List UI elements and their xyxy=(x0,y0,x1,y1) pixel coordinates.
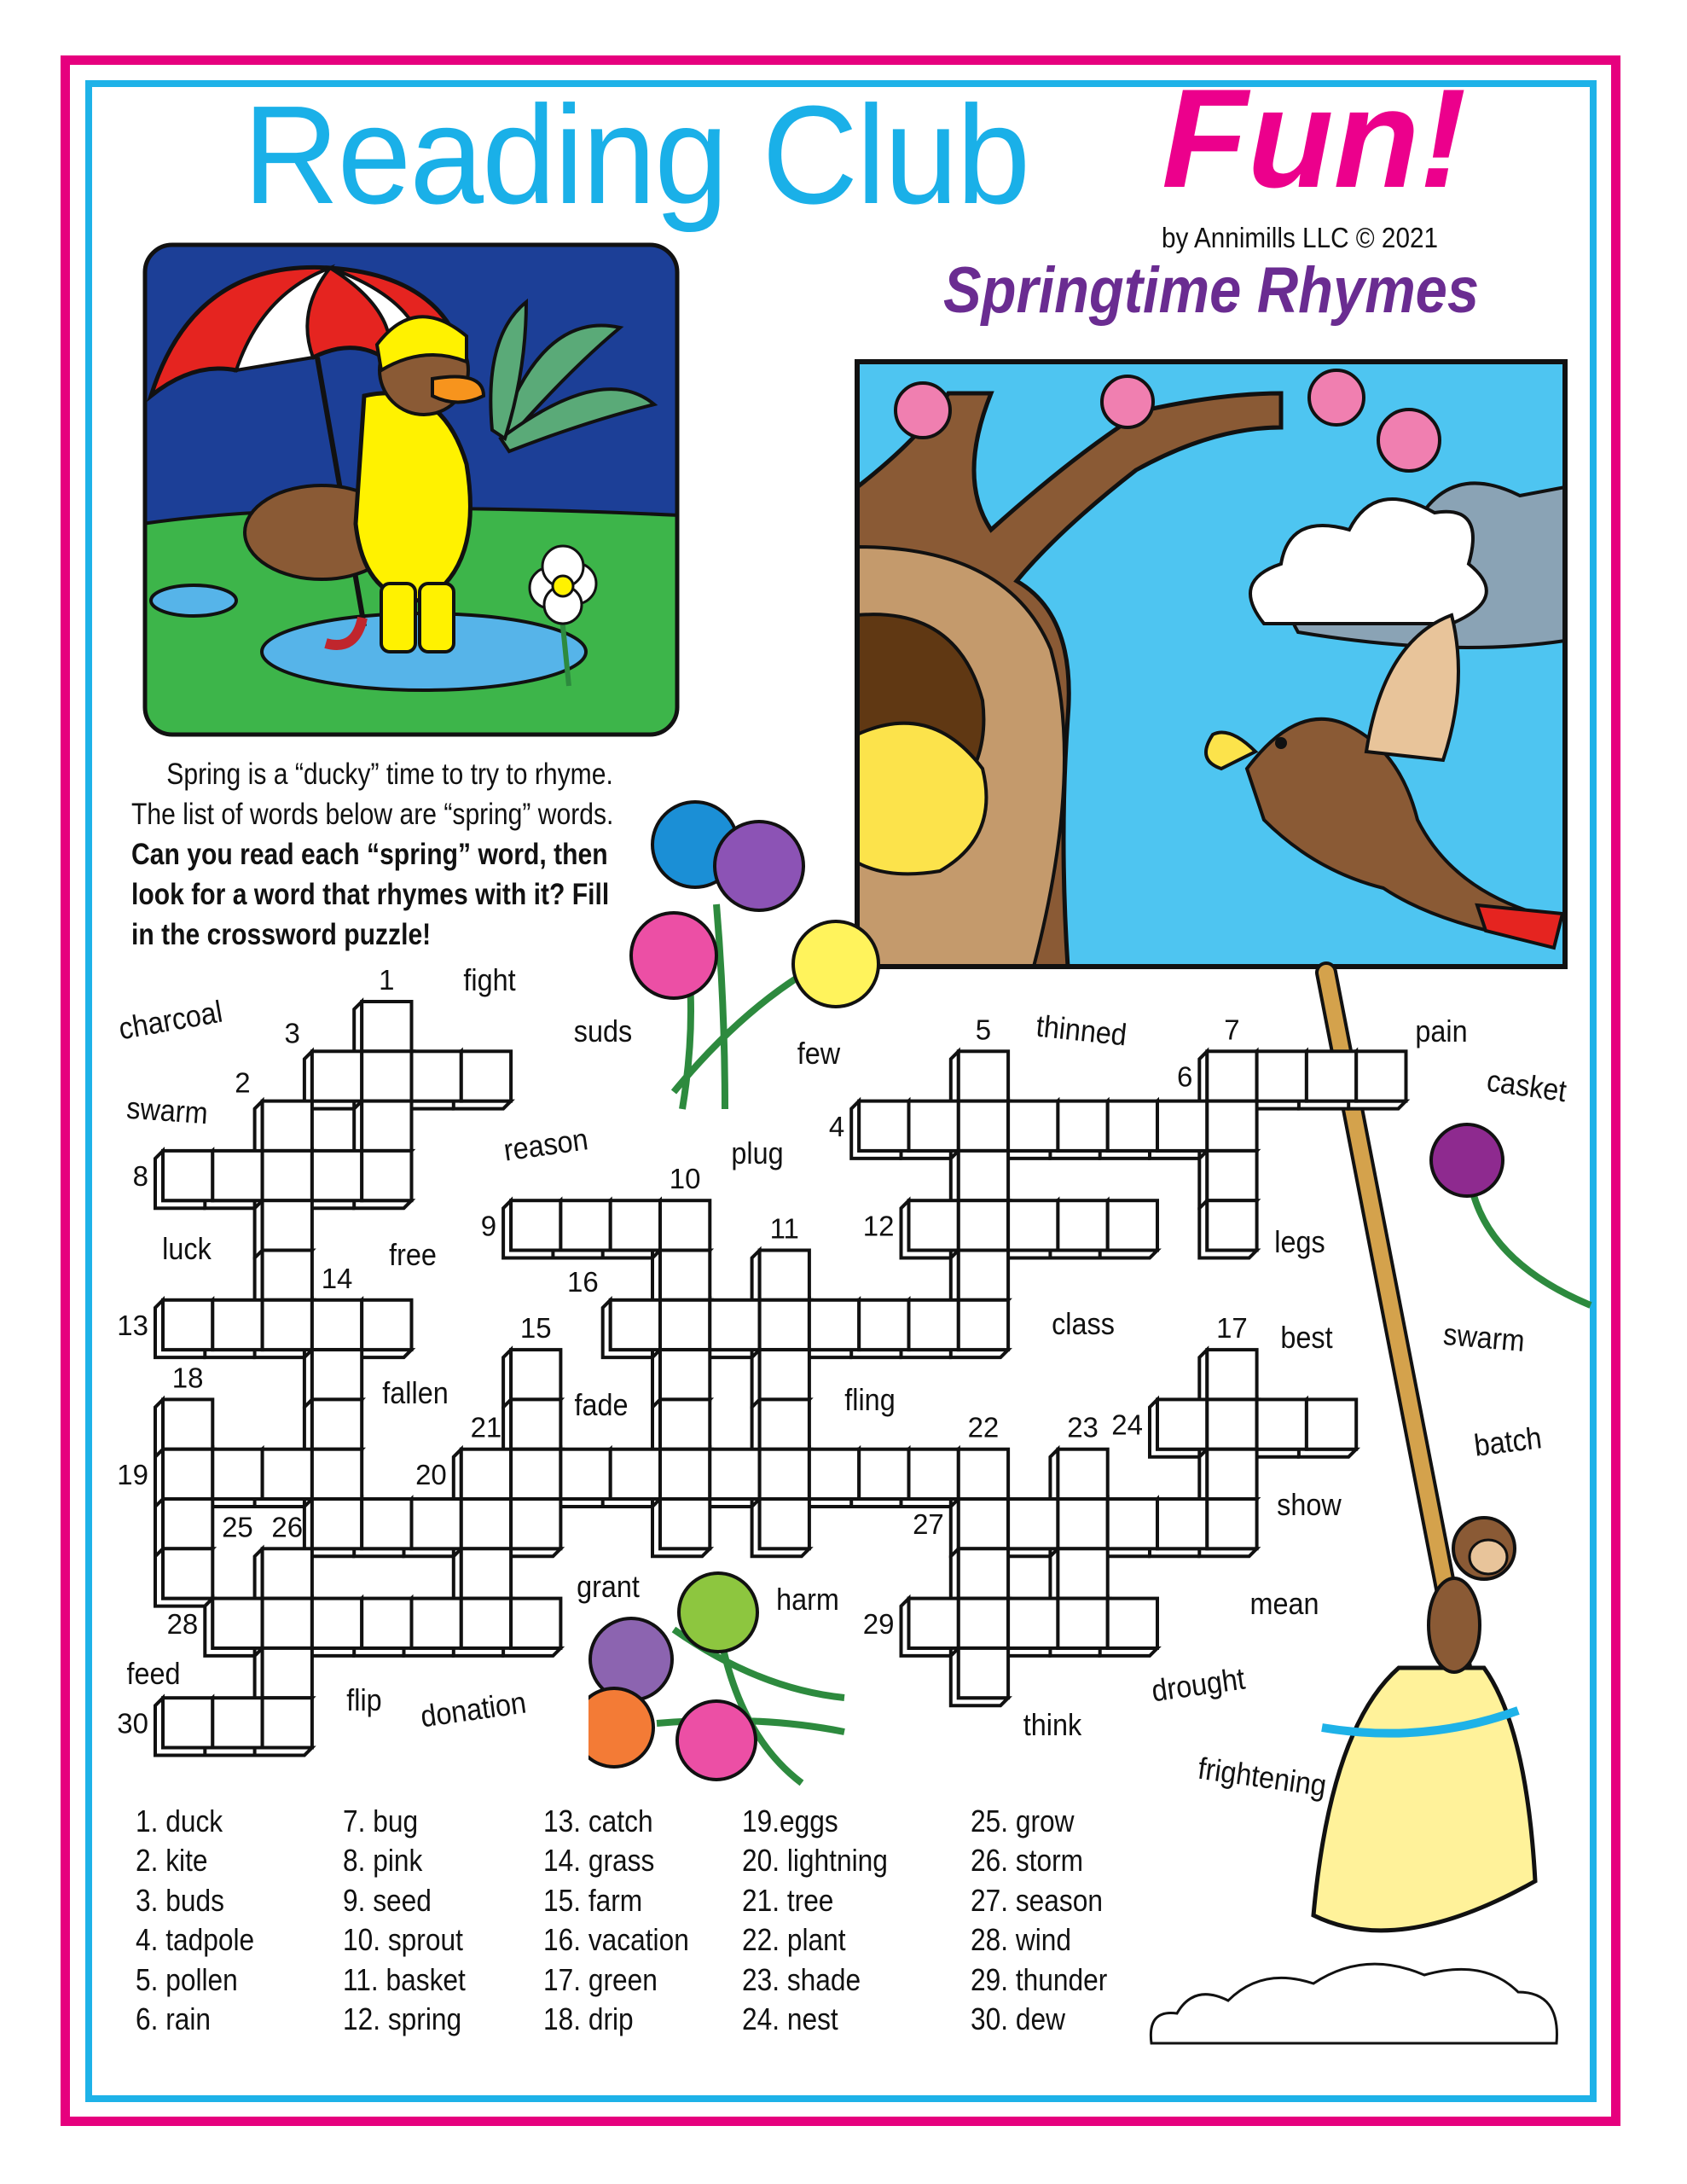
rhyme-word: reason xyxy=(501,1121,590,1168)
spring-word: 15. farm xyxy=(543,1882,643,1918)
crossword-cell[interactable] xyxy=(461,1051,511,1101)
clue-number: 23 xyxy=(1067,1411,1099,1443)
clue-number: 27 xyxy=(913,1508,944,1541)
crossword-cell[interactable] xyxy=(1257,1399,1307,1449)
word-list-column xyxy=(343,1802,466,2039)
spring-word: 2. kite xyxy=(136,1843,208,1879)
crossword-cell[interactable] xyxy=(959,1200,1008,1250)
spring-word: 18. drip xyxy=(543,2001,634,2037)
instructions-line: Spring is a “ducky” time to try to rhyme. xyxy=(166,758,613,791)
crossword-cell[interactable] xyxy=(611,1449,660,1499)
crossword-cell[interactable] xyxy=(959,1300,1008,1350)
crossword-cell[interactable] xyxy=(760,1350,809,1399)
crossword-cell[interactable] xyxy=(163,1449,212,1499)
instructions-line: in the crossword puzzle! xyxy=(131,918,432,951)
clue-number: 30 xyxy=(117,1707,148,1740)
crossword-cell[interactable] xyxy=(1207,1350,1256,1399)
crossword-cell[interactable] xyxy=(1058,1449,1107,1499)
spring-word: 5. pollen xyxy=(136,1961,238,1997)
crossword-cell[interactable] xyxy=(312,1599,362,1648)
crossword-cell[interactable] xyxy=(163,1499,212,1548)
crossword-cell[interactable] xyxy=(263,1101,312,1151)
crossword-cell[interactable] xyxy=(760,1300,809,1350)
clue-number: 6 xyxy=(1176,1060,1193,1093)
title-accent: Fun! xyxy=(1162,60,1467,217)
word-list-column xyxy=(971,1802,1107,2039)
crossword-cell[interactable] xyxy=(809,1449,859,1499)
clue-number: 2 xyxy=(235,1066,251,1099)
word-list-column xyxy=(742,1802,888,2039)
crossword-cell[interactable] xyxy=(611,1300,660,1350)
rhyme-word: batch xyxy=(1472,1420,1544,1463)
crossword-cell[interactable] xyxy=(212,1151,262,1200)
crossword-cell[interactable] xyxy=(263,1151,312,1200)
rhyme-word: fade xyxy=(574,1387,629,1422)
rhyme-word: swarm xyxy=(1441,1316,1527,1359)
clue-number: 26 xyxy=(271,1511,304,1543)
spring-word: 20. lightning xyxy=(742,1843,888,1879)
crossword-cell[interactable] xyxy=(212,1599,262,1648)
crossword-cell[interactable] xyxy=(710,1300,759,1350)
crossword-cell[interactable] xyxy=(1058,1599,1107,1648)
crossword-cell[interactable] xyxy=(1008,1499,1058,1548)
crossword-cell[interactable] xyxy=(263,1648,312,1698)
crossword-cell[interactable] xyxy=(959,1599,1008,1648)
crossword-cell[interactable] xyxy=(560,1449,610,1499)
clue-number: 9 xyxy=(480,1210,497,1242)
crossword-cell[interactable] xyxy=(760,1449,809,1499)
crossword-cell[interactable] xyxy=(312,1499,362,1548)
crossword-cell[interactable] xyxy=(959,1051,1008,1101)
clue-number: 8 xyxy=(132,1160,148,1193)
crossword-cell[interactable] xyxy=(710,1449,759,1499)
rhyme-word: donation xyxy=(418,1684,529,1734)
crossword-cell[interactable] xyxy=(263,1698,312,1747)
crossword-cell[interactable] xyxy=(760,1399,809,1449)
spring-word: 23. shade xyxy=(742,1961,861,1997)
spring-word: 6. rain xyxy=(136,2001,212,2037)
spring-word: 14. grass xyxy=(543,1843,655,1879)
crossword-cell[interactable] xyxy=(660,1449,710,1499)
crossword-cell[interactable] xyxy=(1157,1399,1207,1449)
crossword-cell[interactable] xyxy=(461,1599,511,1648)
crossword-cell[interactable] xyxy=(362,1499,411,1548)
crossword-cell[interactable] xyxy=(660,1300,710,1350)
crossword-cell[interactable] xyxy=(163,1698,212,1747)
crossword-cell[interactable] xyxy=(959,1499,1008,1548)
clue-number: 17 xyxy=(1216,1312,1248,1345)
spring-word: 4. tadpole xyxy=(136,1922,255,1958)
crossword-cell[interactable] xyxy=(1207,1399,1256,1449)
crossword-cell[interactable] xyxy=(263,1548,312,1598)
clue-number: 24 xyxy=(1111,1409,1143,1441)
spring-word: 19.eggs xyxy=(742,1804,838,1838)
crossword-cell[interactable] xyxy=(263,1300,312,1350)
rhyme-word: mean xyxy=(1249,1586,1319,1621)
crossword-cell[interactable] xyxy=(760,1251,809,1300)
rhyme-word: thinned xyxy=(1035,1008,1129,1053)
crossword-cell[interactable] xyxy=(1108,1101,1157,1151)
rhyme-word: fling xyxy=(844,1382,896,1417)
spring-word: 13. catch xyxy=(543,1804,653,1838)
crossword-cell[interactable] xyxy=(1307,1399,1356,1449)
rhyme-word: fight xyxy=(463,962,516,997)
subtitle: Springtime Rhymes xyxy=(943,254,1480,327)
spring-word: 24. nest xyxy=(742,2001,838,2037)
spring-word: 7. bug xyxy=(343,1804,419,1838)
rhyme-word: grant xyxy=(577,1569,640,1604)
spring-word: 25. grow xyxy=(971,1804,1075,1838)
crossword-cell[interactable] xyxy=(1058,1200,1107,1250)
instructions-line: look for a word that rhymes with it? Fill xyxy=(131,878,610,911)
crossword-cell[interactable] xyxy=(1207,1051,1256,1101)
crossword-cell[interactable] xyxy=(909,1200,959,1250)
crossword-cell[interactable] xyxy=(461,1499,511,1548)
crossword-cell[interactable] xyxy=(1356,1051,1406,1101)
instructions-line: Can you read each “spring” word, then xyxy=(131,838,608,871)
clue-number: 3 xyxy=(284,1017,300,1049)
clue-number: 25 xyxy=(222,1511,253,1543)
spring-word: 27. season xyxy=(971,1882,1104,1918)
crossword-cell[interactable] xyxy=(1207,1151,1256,1200)
rhyme-word: few xyxy=(797,1036,841,1071)
crossword-cell[interactable] xyxy=(412,1051,461,1101)
crossword-cell[interactable] xyxy=(560,1200,610,1250)
crossword-cell[interactable] xyxy=(1008,1101,1058,1151)
crossword-cell[interactable] xyxy=(312,1151,362,1200)
crossword-cell[interactable] xyxy=(1307,1051,1356,1101)
crossword-cell[interactable] xyxy=(412,1499,461,1548)
crossword-cell[interactable] xyxy=(1257,1051,1307,1101)
clue-number: 19 xyxy=(117,1458,148,1490)
crossword-cell[interactable] xyxy=(163,1548,212,1598)
spring-word: 30. dew xyxy=(971,2001,1065,2037)
rhyme-word: think xyxy=(1023,1707,1082,1742)
title: Reading Club xyxy=(243,77,1029,233)
crossword-cell[interactable] xyxy=(312,1350,362,1399)
crossword-cell[interactable] xyxy=(412,1599,461,1648)
crossword-cell[interactable] xyxy=(511,1449,560,1499)
crossword-cell[interactable] xyxy=(1058,1499,1107,1548)
crossword-cell[interactable] xyxy=(1058,1548,1107,1598)
crossword-cell[interactable] xyxy=(362,1300,411,1350)
spring-word: 22. plant xyxy=(742,1922,846,1958)
crossword-cell[interactable] xyxy=(362,1151,411,1200)
crossword-cell[interactable] xyxy=(859,1101,908,1151)
spring-word: 16. vacation xyxy=(543,1922,689,1958)
spring-word: 17. green xyxy=(543,1961,658,1997)
crossword-cell[interactable] xyxy=(660,1200,710,1250)
spring-word: 1. duck xyxy=(136,1804,223,1838)
crossword-cell[interactable] xyxy=(511,1399,560,1449)
clue-number: 21 xyxy=(470,1411,502,1443)
crossword-cell[interactable] xyxy=(909,1300,959,1350)
crossword-cell[interactable] xyxy=(163,1399,212,1449)
crossword-cell[interactable] xyxy=(809,1300,859,1350)
crossword-cell[interactable] xyxy=(859,1449,908,1499)
crossword-cell[interactable] xyxy=(859,1300,908,1350)
spring-word: 10. sprout xyxy=(343,1922,463,1958)
crossword-cell[interactable] xyxy=(461,1548,511,1598)
crossword-cell[interactable] xyxy=(511,1599,560,1648)
crossword-cell[interactable] xyxy=(263,1251,312,1300)
crossword-cell[interactable] xyxy=(660,1251,710,1300)
crossword-cell[interactable] xyxy=(959,1101,1008,1151)
crossword-cell[interactable] xyxy=(362,1101,411,1151)
crossword-cell[interactable] xyxy=(263,1449,312,1499)
crossword-cell[interactable] xyxy=(660,1350,710,1399)
clue-number: 29 xyxy=(862,1607,895,1640)
crossword-cell[interactable] xyxy=(1207,1200,1256,1250)
crossword-cell[interactable] xyxy=(909,1449,959,1499)
crossword-cell[interactable] xyxy=(212,1698,262,1747)
clue-number: 20 xyxy=(415,1458,447,1490)
rhyme-word: show xyxy=(1277,1487,1342,1522)
crossword-cell[interactable] xyxy=(760,1499,809,1548)
crossword-cell[interactable] xyxy=(1108,1200,1157,1250)
rhyme-word: legs xyxy=(1274,1224,1325,1259)
crossword-cell[interactable] xyxy=(362,1051,411,1101)
crossword-cell[interactable] xyxy=(362,1002,411,1051)
crossword-cell[interactable] xyxy=(959,1548,1008,1598)
word-list-column xyxy=(136,1802,254,2039)
crossword-cell[interactable] xyxy=(1108,1599,1157,1648)
crossword-cell[interactable] xyxy=(312,1399,362,1449)
clue-number: 15 xyxy=(519,1312,552,1345)
spring-word: 11. basket xyxy=(343,1961,466,1997)
rhyme-word: harm xyxy=(776,1582,839,1617)
clue-number: 10 xyxy=(669,1163,701,1195)
crossword-cell[interactable] xyxy=(660,1399,710,1449)
instructions-line: The list of words below are “spring” words. xyxy=(131,798,614,831)
clue-number: 5 xyxy=(975,1014,992,1046)
crossword-cell[interactable] xyxy=(611,1200,660,1250)
crossword-cell[interactable] xyxy=(1207,1499,1256,1548)
crossword-cell[interactable] xyxy=(1207,1449,1256,1499)
rhyme-word: free xyxy=(389,1237,437,1272)
clue-number: 13 xyxy=(117,1309,148,1341)
crossword-cell[interactable] xyxy=(163,1151,212,1200)
crossword-cell[interactable] xyxy=(362,1599,411,1648)
rhyme-word: pain xyxy=(1415,1014,1468,1048)
rhyme-word: feed xyxy=(126,1656,181,1691)
clue-number: 22 xyxy=(967,1411,1000,1443)
crossword-cell[interactable] xyxy=(212,1300,262,1350)
spring-word: 9. seed xyxy=(343,1882,432,1918)
rhyme-word: class xyxy=(1052,1306,1115,1341)
rhyme-word: frightening xyxy=(1196,1750,1329,1804)
crossword-cell[interactable] xyxy=(263,1200,312,1250)
word-list-column xyxy=(543,1802,689,2039)
clue-number: 1 xyxy=(379,964,395,996)
spring-word: 28. wind xyxy=(971,1922,1072,1958)
crossword-cell[interactable] xyxy=(1157,1101,1207,1151)
crossword-cell[interactable] xyxy=(1108,1499,1157,1548)
rhyme-word: fallen xyxy=(382,1375,449,1410)
crossword-cell[interactable] xyxy=(312,1051,362,1101)
clue-number: 12 xyxy=(862,1210,895,1242)
rhyme-word: swarm xyxy=(125,1089,210,1131)
crossword-cell[interactable] xyxy=(511,1499,560,1548)
crossword-cell[interactable] xyxy=(959,1151,1008,1200)
crossword-cell[interactable] xyxy=(1008,1200,1058,1250)
crossword-cell[interactable] xyxy=(959,1251,1008,1300)
crossword-cell[interactable] xyxy=(312,1300,362,1350)
crossword-cell[interactable] xyxy=(263,1599,312,1648)
crossword-cell[interactable] xyxy=(312,1449,362,1499)
crossword-cell[interactable] xyxy=(511,1200,560,1250)
rhyme-word: casket xyxy=(1484,1062,1569,1109)
crossword-cell[interactable] xyxy=(660,1499,710,1548)
crossword-cell[interactable] xyxy=(163,1300,212,1350)
clue-number: 14 xyxy=(321,1262,353,1294)
crossword-cell[interactable] xyxy=(1008,1599,1058,1648)
clue-number: 28 xyxy=(166,1607,199,1640)
spring-word: 26. storm xyxy=(971,1843,1084,1879)
crossword-cell[interactable] xyxy=(909,1599,959,1648)
rhyme-word: plug xyxy=(731,1136,784,1170)
crossword-cell[interactable] xyxy=(959,1648,1008,1698)
spring-word: 3. buds xyxy=(136,1882,224,1918)
rhyme-word: flip xyxy=(346,1682,382,1717)
crossword-cell[interactable] xyxy=(212,1449,262,1499)
rhyme-word: drought xyxy=(1149,1660,1248,1709)
crossword-cell[interactable] xyxy=(461,1449,511,1499)
rhyme-word: charcoal xyxy=(116,993,225,1047)
rhyme-word: luck xyxy=(162,1231,212,1266)
crossword-cell[interactable] xyxy=(909,1101,959,1151)
spring-word: 29. thunder xyxy=(971,1961,1108,1997)
spring-word: 8. pink xyxy=(343,1843,423,1879)
clue-number: 11 xyxy=(769,1212,799,1245)
rhyme-word: best xyxy=(1280,1320,1333,1355)
crossword-cell[interactable] xyxy=(511,1350,560,1399)
clue-number: 7 xyxy=(1224,1014,1240,1046)
byline: by Annimills LLC © 2021 xyxy=(1162,222,1439,253)
crossword-cell[interactable] xyxy=(1157,1499,1207,1548)
clue-number: 4 xyxy=(828,1110,845,1142)
spring-word: 12. spring xyxy=(343,2001,462,2037)
clue-number: 18 xyxy=(171,1362,204,1394)
crossword-cell[interactable] xyxy=(959,1449,1008,1499)
crossword-cell[interactable] xyxy=(1207,1101,1256,1151)
clue-number: 16 xyxy=(566,1265,599,1298)
crossword-cell[interactable] xyxy=(1058,1101,1107,1151)
rhyme-word: suds xyxy=(573,1014,633,1048)
spring-word: 21. tree xyxy=(742,1882,834,1918)
